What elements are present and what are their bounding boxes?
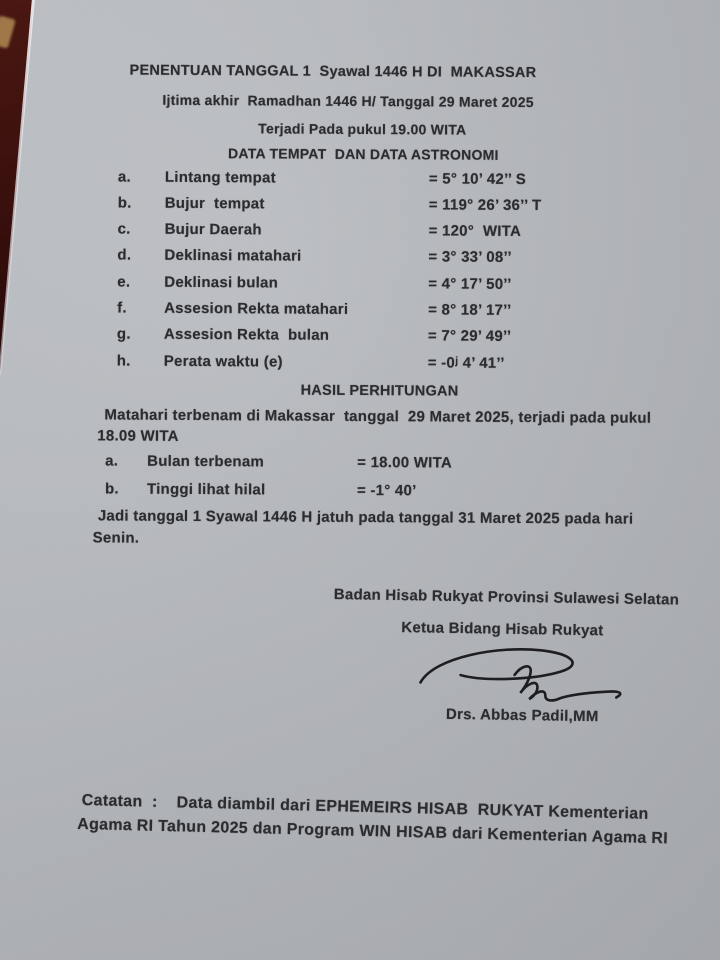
item-value: = 8° 18’ 17’’ <box>428 301 512 319</box>
item-label: Bulan terbenam <box>147 452 265 471</box>
item-label: Tinggi lihat hilal <box>146 480 266 499</box>
conclusion-line2: Senin. <box>92 529 140 547</box>
item-value: = 18.00 WITA <box>357 453 453 472</box>
item-letter: g. <box>116 325 131 343</box>
item-value: = 5° 10’ 42’’ S <box>428 170 527 189</box>
note-line2: Agama RI Tahun 2025 dan Program WIN HISAB dari Kementerian Agama RI <box>76 815 669 848</box>
signature-role: Ketua Bidang Hisab Rukyat <box>401 619 604 640</box>
item-letter: e. <box>117 273 131 291</box>
note-line1: Catatan : Data diambil dari EPHEMEIRS HISAB RUKYAT Kementerian <box>81 792 649 823</box>
section-title-data: DATA TEMPAT DAN DATA ASTRONOMI <box>228 145 499 163</box>
item-label: Assesion Rekta matahari <box>164 299 349 318</box>
item-letter: a. <box>117 168 131 186</box>
conclusion-line1: Jadi tanggal 1 Syawal 1446 H jatuh pada tanggal 31 Maret 2025 pada hari <box>97 507 634 528</box>
item-letter: h. <box>116 352 131 370</box>
item-value: = -1° 40’ <box>356 481 417 500</box>
item-value: = 7° 29’ 49’’ <box>427 327 512 345</box>
title-line2: Ijtima akhir Ramadhan 1446 H/ Tanggal 29 Maret 2025 <box>162 91 534 111</box>
item-value: = 3° 33’ 08’’ <box>428 248 512 266</box>
item-label: Perata waktu (e) <box>163 352 283 371</box>
item-value: = 119° 26’ 36’’ T <box>428 196 542 215</box>
section-title-results: HASIL PERHITUNGAN <box>300 382 459 400</box>
title-line3: Terjadi Pada pukul 19.00 WITA <box>258 120 467 138</box>
item-letter: c. <box>117 220 131 238</box>
item-label: Deklinasi matahari <box>164 246 302 265</box>
signature-name: Drs. Abbas Padil,MM <box>445 705 599 726</box>
signature-organization: Badan Hisab Rukyat Provinsi Sulawesi Selatan <box>333 586 680 609</box>
item-letter: f. <box>117 299 127 317</box>
item-letter: a. <box>105 452 119 470</box>
results-intro-line1: Matahari terbenam di Makassar tanggal 29 Maret 2025, terjadi pada pukul <box>104 406 652 427</box>
item-label: Deklinasi bulan <box>164 273 279 292</box>
item-label: Bujur Daerah <box>164 220 262 239</box>
item-value: = -0ʲ 4’ 41’’ <box>427 354 505 372</box>
item-label: Lintang tempat <box>164 168 276 187</box>
title-line1: PENENTUAN TANGGAL 1 Syawal 1446 H DI MAKASSAR <box>129 62 537 82</box>
item-letter: d. <box>117 246 132 264</box>
item-letter: b. <box>117 194 132 212</box>
item-value: = 120° WITA <box>428 222 522 240</box>
item-letter: b. <box>104 480 119 498</box>
item-value: = 4° 17’ 50’’ <box>428 275 512 293</box>
item-label: Bujur tempat <box>164 194 265 213</box>
results-intro-line2: 18.09 WITA <box>97 427 179 445</box>
item-label: Assesion Rekta bulan <box>163 325 330 344</box>
